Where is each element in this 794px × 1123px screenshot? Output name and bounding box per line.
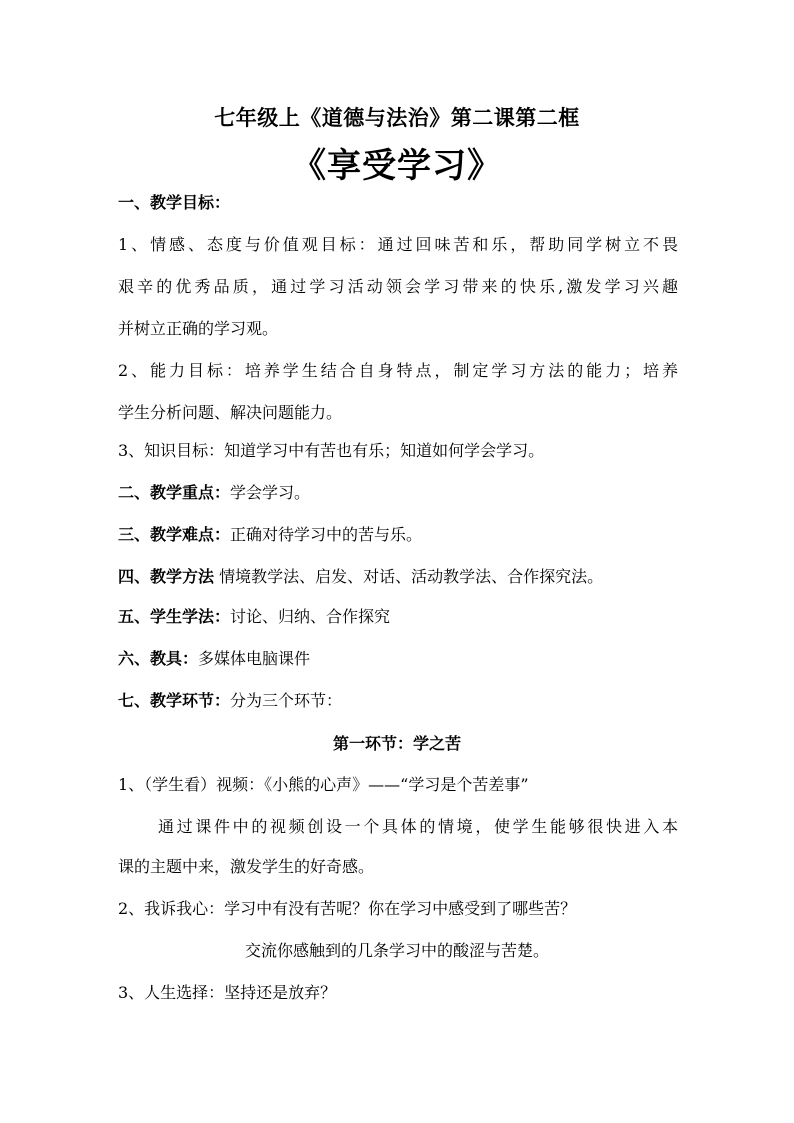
- section-tools: [118, 648, 678, 670]
- difficulties-text: 正确对待学习中的苦与乐。: [230, 525, 423, 544]
- study-methods-text: 讨论、归纳、合作探究: [230, 607, 391, 626]
- stage-1-item-2-desc: 交流你感触到的几条学习中的酸涩与苦楚。: [244, 941, 549, 960]
- objective-1-line-3: 并树立正确的学习观。: [118, 319, 279, 338]
- objective-1-line-1: 1、情感、态度与价值观目标：通过回味苦和乐，帮助同学树立不畏: [118, 235, 678, 254]
- section-stages: [118, 690, 678, 712]
- document-title: 七年级上《道德与法治》第二课第二框: [214, 105, 580, 130]
- section-objectives-heading: 一、教学目标：: [118, 193, 231, 212]
- section-methods: [118, 566, 678, 588]
- difficulties-label: 三、教学难点：: [118, 525, 231, 544]
- stage-1-item-2: 2、我诉我心：学习中有没有苦呢？你在学习中感受到了哪些苦？: [118, 899, 577, 918]
- stages-text: 分为三个环节：: [230, 691, 343, 710]
- objective-2-line-2: 学生分析问题、解决问题能力。: [118, 403, 343, 422]
- key-points-label: 二、教学重点：: [118, 483, 231, 502]
- tools-label: 六、教具：: [118, 649, 199, 668]
- objective-3: 3、知识目标：知道学习中有苦也有乐；知道如何学会学习。: [118, 441, 545, 460]
- stage-1-item-1: 1、（学生看）视频：《小熊的心声》——“学习是个苦差事”: [118, 775, 529, 794]
- stage-1-item-3: 3、人生选择：坚持还是放弃？: [118, 983, 337, 1002]
- section-study-methods: [118, 606, 678, 628]
- tools-text: 多媒体电脑课件: [198, 649, 311, 668]
- document-subtitle: 《享受学习》: [292, 146, 502, 186]
- methods-label: 四、教学方法: [118, 567, 215, 586]
- objective-2-line-1: 2、能力目标：培养学生结合自身特点，制定学习方法的能力；培养: [118, 361, 678, 380]
- stages-label: 七、教学环节：: [118, 691, 231, 710]
- study-methods-label: 五、学生学法：: [118, 607, 231, 626]
- section-key-points: [118, 482, 678, 504]
- section-difficulties: [118, 524, 678, 546]
- key-points-text: 学会学习。: [230, 483, 311, 502]
- stage-1-heading: 第一环节：学之苦: [332, 734, 461, 753]
- objective-1-line-2: 艰辛的优秀品质，通过学习活动领会学习带来的快乐,激发学习兴趣: [118, 277, 678, 296]
- stage-1-item-1-desc-line-2: 课的主题中来，激发学生的好奇感。: [118, 857, 375, 876]
- stage-1-item-1-desc-line-1: 通过课件中的视频创设一个具体的情境，使学生能够很快进入本: [158, 817, 678, 836]
- methods-text: 情境教学法、启发、对话、活动教学法、合作探究法。: [214, 567, 604, 586]
